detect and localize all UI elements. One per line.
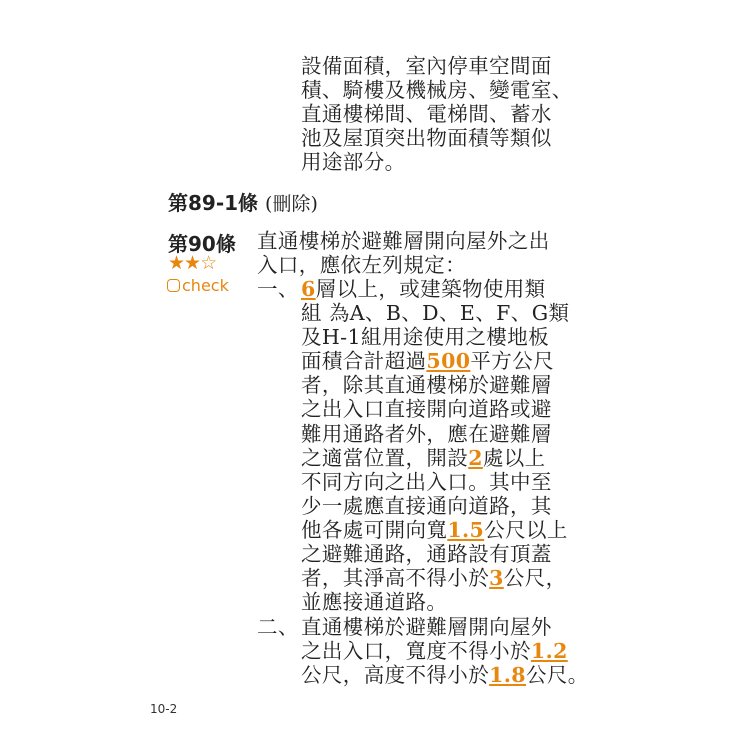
highlight-number: 1.8 [489, 663, 526, 688]
highlight-number: 500 [426, 349, 471, 374]
paragraph-line: 難用通路者外，應在避難層 [301, 421, 552, 446]
item-2-marker: 二、 [257, 615, 299, 639]
paragraph-line: 直通樓梯於避難層開向屋外之出 [257, 229, 550, 253]
paragraph-line: 直通樓梯於避難層開向屋外 [301, 615, 552, 639]
continuation-paragraph [301, 54, 573, 174]
paragraph-line: 他各處可開向寬1.5公尺以上 [301, 517, 568, 542]
difficulty-stars: ★★☆ [168, 252, 217, 274]
paragraph-line: 直通樓梯間、電梯間、蓄水 [301, 102, 552, 127]
article-number: 第90條 [168, 232, 236, 256]
paragraph-line: 6層以上，或建築物使用類 [301, 277, 546, 301]
highlight-number: 3 [489, 566, 504, 591]
article-90-intro [257, 229, 550, 277]
paragraph-line: 組 為A、B、D、E、F、G類 [301, 301, 570, 326]
paragraph-line: 池及屋頂突出物面積等類似 [301, 126, 552, 151]
item-1-marker: 一、 [257, 277, 299, 301]
paragraph-line: 並應接通道路。 [301, 590, 448, 615]
page-number: 10-2 [150, 702, 178, 716]
paragraph-line: 不同方向之出入口。其中至 [301, 469, 552, 494]
highlight-number: 2 [468, 445, 483, 470]
paragraph-line: 少一處應直接通向道路，其 [301, 493, 552, 518]
paragraph-line: 用途部分。 [301, 150, 406, 175]
paragraph-line: 入口，應依左列規定： [257, 253, 466, 278]
highlight-number: 1.5 [447, 517, 485, 542]
highlight-number: 1.2 [530, 639, 568, 664]
paragraph-line: 之出入口，寬度不得小於1.2 [301, 639, 568, 664]
paragraph-line: 面積合計超過500平方公尺 [301, 349, 555, 374]
paragraph-line: 之適當位置，開設2處以上 [301, 445, 546, 470]
paragraph-line: 公尺，高度不得小於1.8公尺。 [301, 663, 589, 688]
article-note: (刪除) [265, 193, 318, 215]
article-number: 第89-1條 [168, 191, 259, 215]
paragraph-line: 之出入口直接開向道路或避 [301, 397, 552, 422]
check-box[interactable] [167, 276, 229, 295]
paragraph-line: 之避難通路，通路設有頂蓋 [301, 542, 552, 567]
paragraph-line: 者，除其直通樓梯於避難層 [301, 373, 552, 398]
item-1-text [301, 277, 569, 614]
paragraph-line: 者，其淨高不得小於3公尺， [301, 566, 567, 591]
check-label: check [182, 276, 229, 295]
article-89-1-heading [168, 187, 318, 216]
paragraph-line: 積、騎樓及機械房、變電室、 [301, 78, 573, 103]
item-2-text [301, 615, 589, 687]
highlight-number: 6 [301, 277, 316, 301]
paragraph-line: 設備面積，室內停車空間面 [301, 54, 552, 78]
checkbox-icon[interactable] [167, 279, 180, 292]
paragraph-line: 及H-1組用途使用之樓地板 [301, 325, 550, 350]
